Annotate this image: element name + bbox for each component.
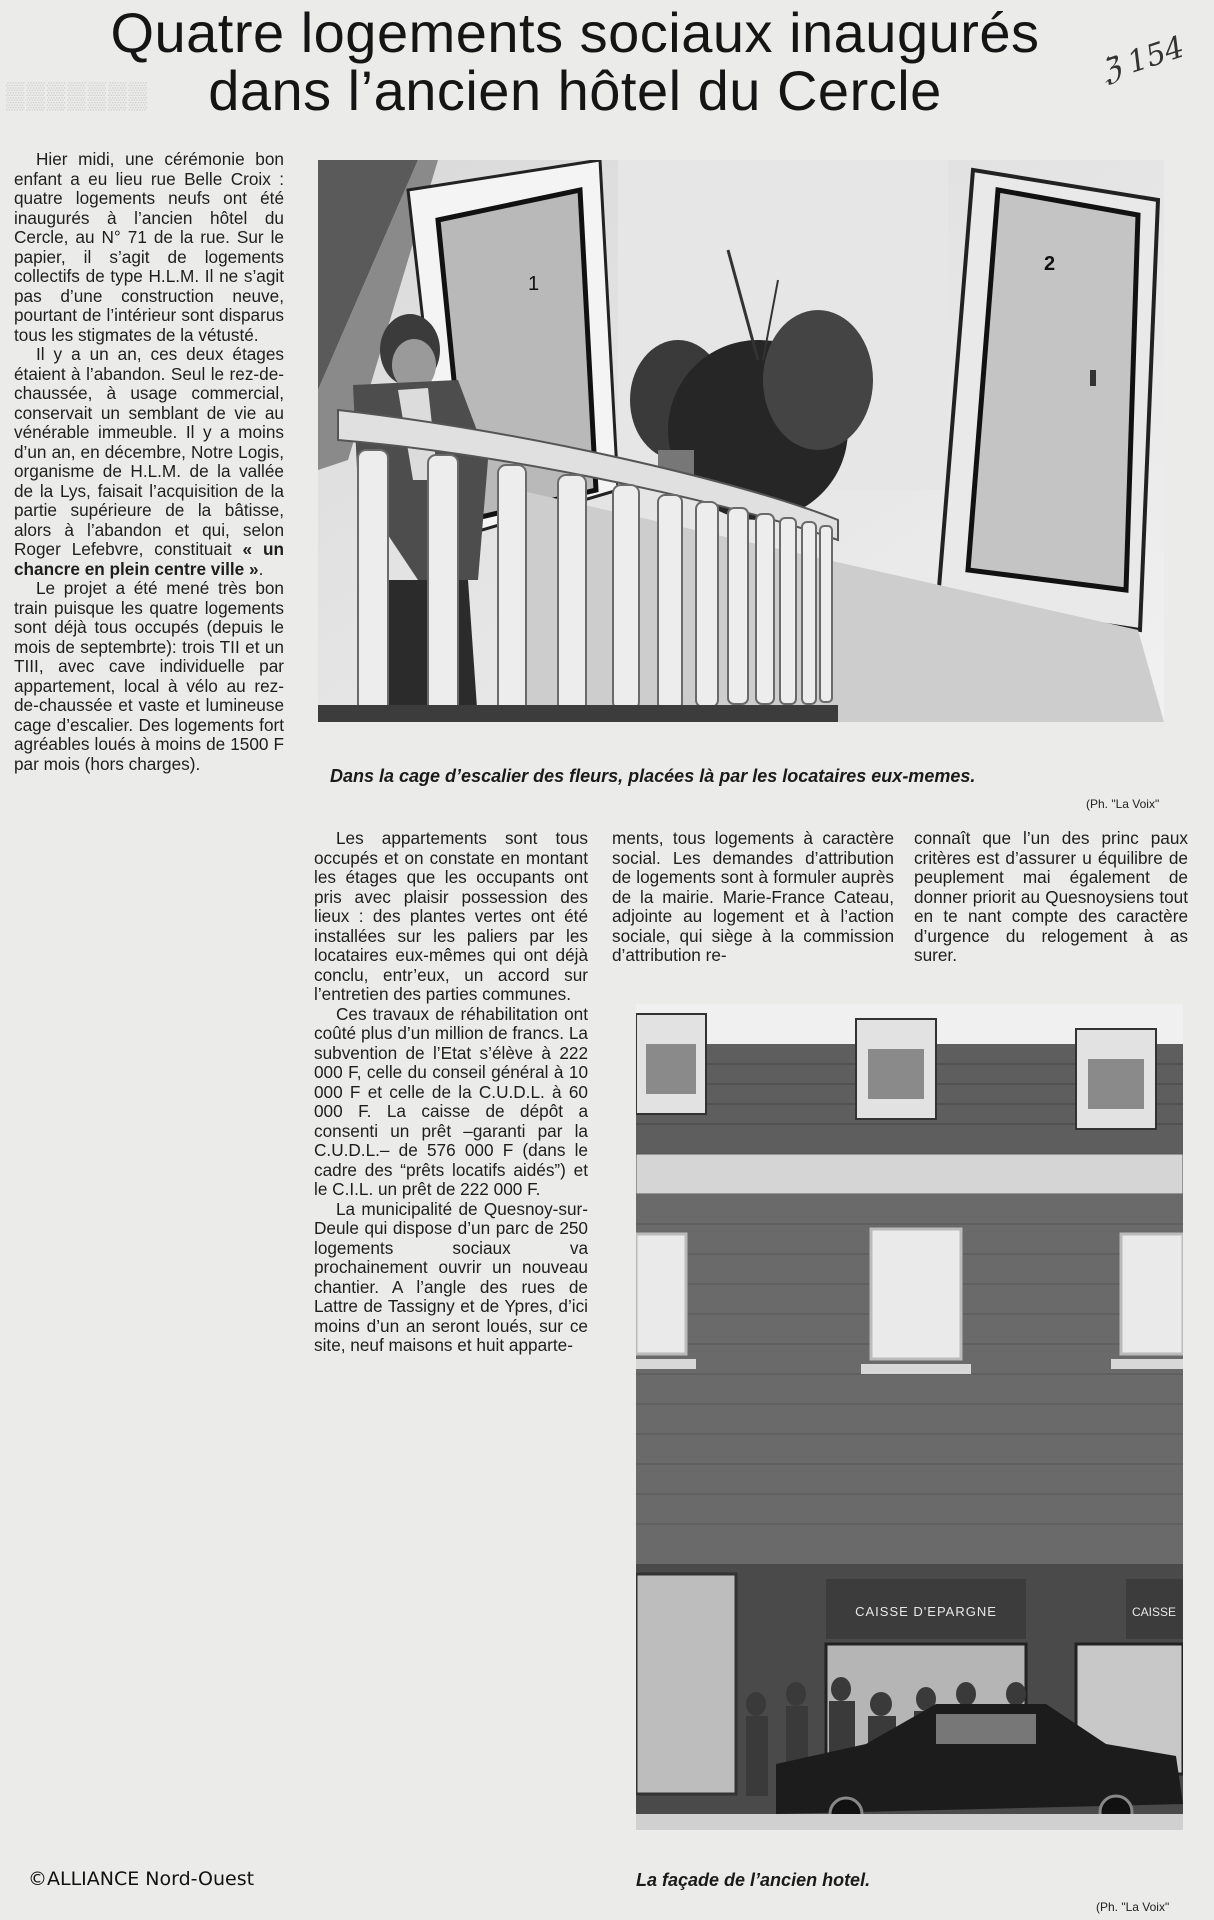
photo-credit: (Ph. "La Voix" — [1096, 1900, 1170, 1914]
paragraph: Les appartements sont tous occupés et on constate en montant les étages que les occupants ont pris avec plaisir possession des lieux : des plantes vertes ont été installées sur les paliers par les locataires eux-mêmes qui ont déjà conclu, entr’eux, un accord sur l’entretien des parties communes. — [314, 828, 588, 1004]
paragraph: Hier midi, une cérémonie bon enfant a eu lieu rue Belle Croix : quatre logements neufs ont été inaugurés à l’ancien hôtel du Cercle, au N° 71 de la rue. Sur le papier, il s’agit de logements collectifs de type H.L.M. Il ne s’agit pas d’une construction neuve, pourtant de l’intérieur sont disparus tous les stigmates de la vétusté. — [14, 149, 284, 345]
paragraph: La municipalité de Quesnoy-sur-Deule qui dispose d’un parc de 250 logements sociaux va prochainement ouvrir un nouveau chantier. A l’angle des rues de Lattre de Tassigny et de Ypres, d’ici moins d’un an seront loués, sur ce site, neuf maisons et huit apparte- — [314, 1198, 588, 1355]
paragraph: ments, tous logements à caractère social. Les demandes d’attribution de logements sont à formuler auprès de la mairie. Marie-France Cateau, adjointe au logement et à l’action sociale, qui siège à la commission d’attribution re- — [612, 828, 894, 965]
shop-sign: CAISSE D'EPARGNE — [855, 1604, 997, 1619]
photo-caption-staircase: Dans la cage d’escalier des fleurs, placées là par les locataires eux-memes. — [330, 766, 976, 786]
photo-caption-facade: La façade de l’ancien hotel. — [636, 1870, 871, 1890]
photo-credit: (Ph. "La Voix" — [1086, 797, 1160, 811]
headline-line-2: dans l’ancien hôtel du Cercle — [208, 59, 942, 122]
door-number-1: 1 — [528, 273, 540, 295]
headline-line-1: Quatre logements sociaux inaugurés — [110, 1, 1040, 64]
door-number-2: 2 — [1044, 253, 1056, 275]
paragraph: Ces travaux de réhabilitation ont coûté plus d’un million de francs. La subvention de l’Etat s’élève à 222 000 F, celle du conseil général à 10 000 F et celle de la C.U.D.L. à 60 000 F. La caisse de dépôt a consenti un prêt –garanti par la C.U.D.L.– de 576 000 F (dans le cadre des “prêts locatifs aidés”) et le C.I.L. un prêt de 222 000 F. — [314, 1003, 588, 1199]
paragraph: connaît que l’un des princ paux critères est d’assurer u équilibre de peuplement mai également de donner priorit au Quesnoysiens tout en te nant compte des caractère d’urgence du relogement à as surer. — [914, 829, 1188, 965]
shop-sign-right: CAISSE — [1131, 1605, 1177, 1619]
staircase-photo — [318, 160, 1164, 722]
faded-bleed-through-mark: ▒▒▒▒▒▒▒ — [6, 80, 149, 110]
paragraph: Il y a un an, ces deux étages étaient à l’abandon. Seul le rez-de-chaussée, à usage commercial, conservait un semblant de vie au vénérable immeuble. Il y a moins d’un an, en décembre, Notre Logis, organisme de H.L.M. de la vallée de la Lys, faisait l’acquisition de la partie supérieure de la bâtisse, alors à l’abandon et qui, selon Roger Lefebvre, constituait « un chancre en plein centre ville ». — [14, 344, 284, 579]
article-column-4 — [914, 829, 1188, 966]
article-column-1 — [14, 150, 284, 774]
article-column-2 — [314, 829, 588, 1356]
copyright-notice: ©ALLIANCE Nord-Ouest — [28, 1868, 255, 1890]
quote-bold: « un chancre en plein centre ville » — [14, 539, 284, 579]
facade-photo — [636, 1004, 1183, 1830]
headline — [0, 1, 1150, 122]
article-column-3 — [612, 829, 894, 966]
paragraph: Le projet a été mené très bon train puisque les quatre logements sont déjà tous occupés (depuis le mois de septembrte): trois TII et un TIII, avec cave individuelle par appartement, local à vélo au rez-de-chaussée et vaste et lumineuse cage d’escalier. Des logements fort agréables loués à moins de 1500 F par mois (hors charges). — [14, 578, 284, 774]
handwritten-note: ℨ 154 — [1096, 29, 1189, 90]
